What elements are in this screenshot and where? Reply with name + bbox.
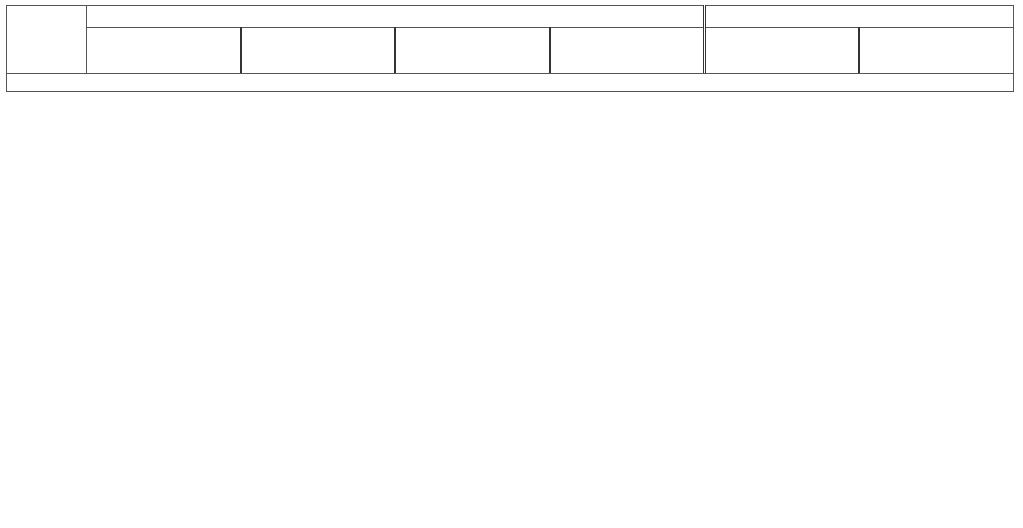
single-journey-group-header — [704, 6, 1013, 28]
octopus-group-header — [87, 6, 705, 28]
subgroup-header — [395, 28, 549, 74]
subgroup-header — [87, 28, 241, 74]
fare-table-container — [6, 5, 1014, 519]
subgroup-header — [859, 28, 1014, 74]
subgroup-header — [704, 28, 858, 74]
subgroup-header — [241, 28, 395, 74]
origin-station-header — [7, 6, 87, 74]
line-label — [7, 74, 1014, 92]
fare-table-body — [7, 74, 1014, 92]
fare-table — [6, 5, 1014, 92]
subgroup-header — [550, 28, 704, 74]
